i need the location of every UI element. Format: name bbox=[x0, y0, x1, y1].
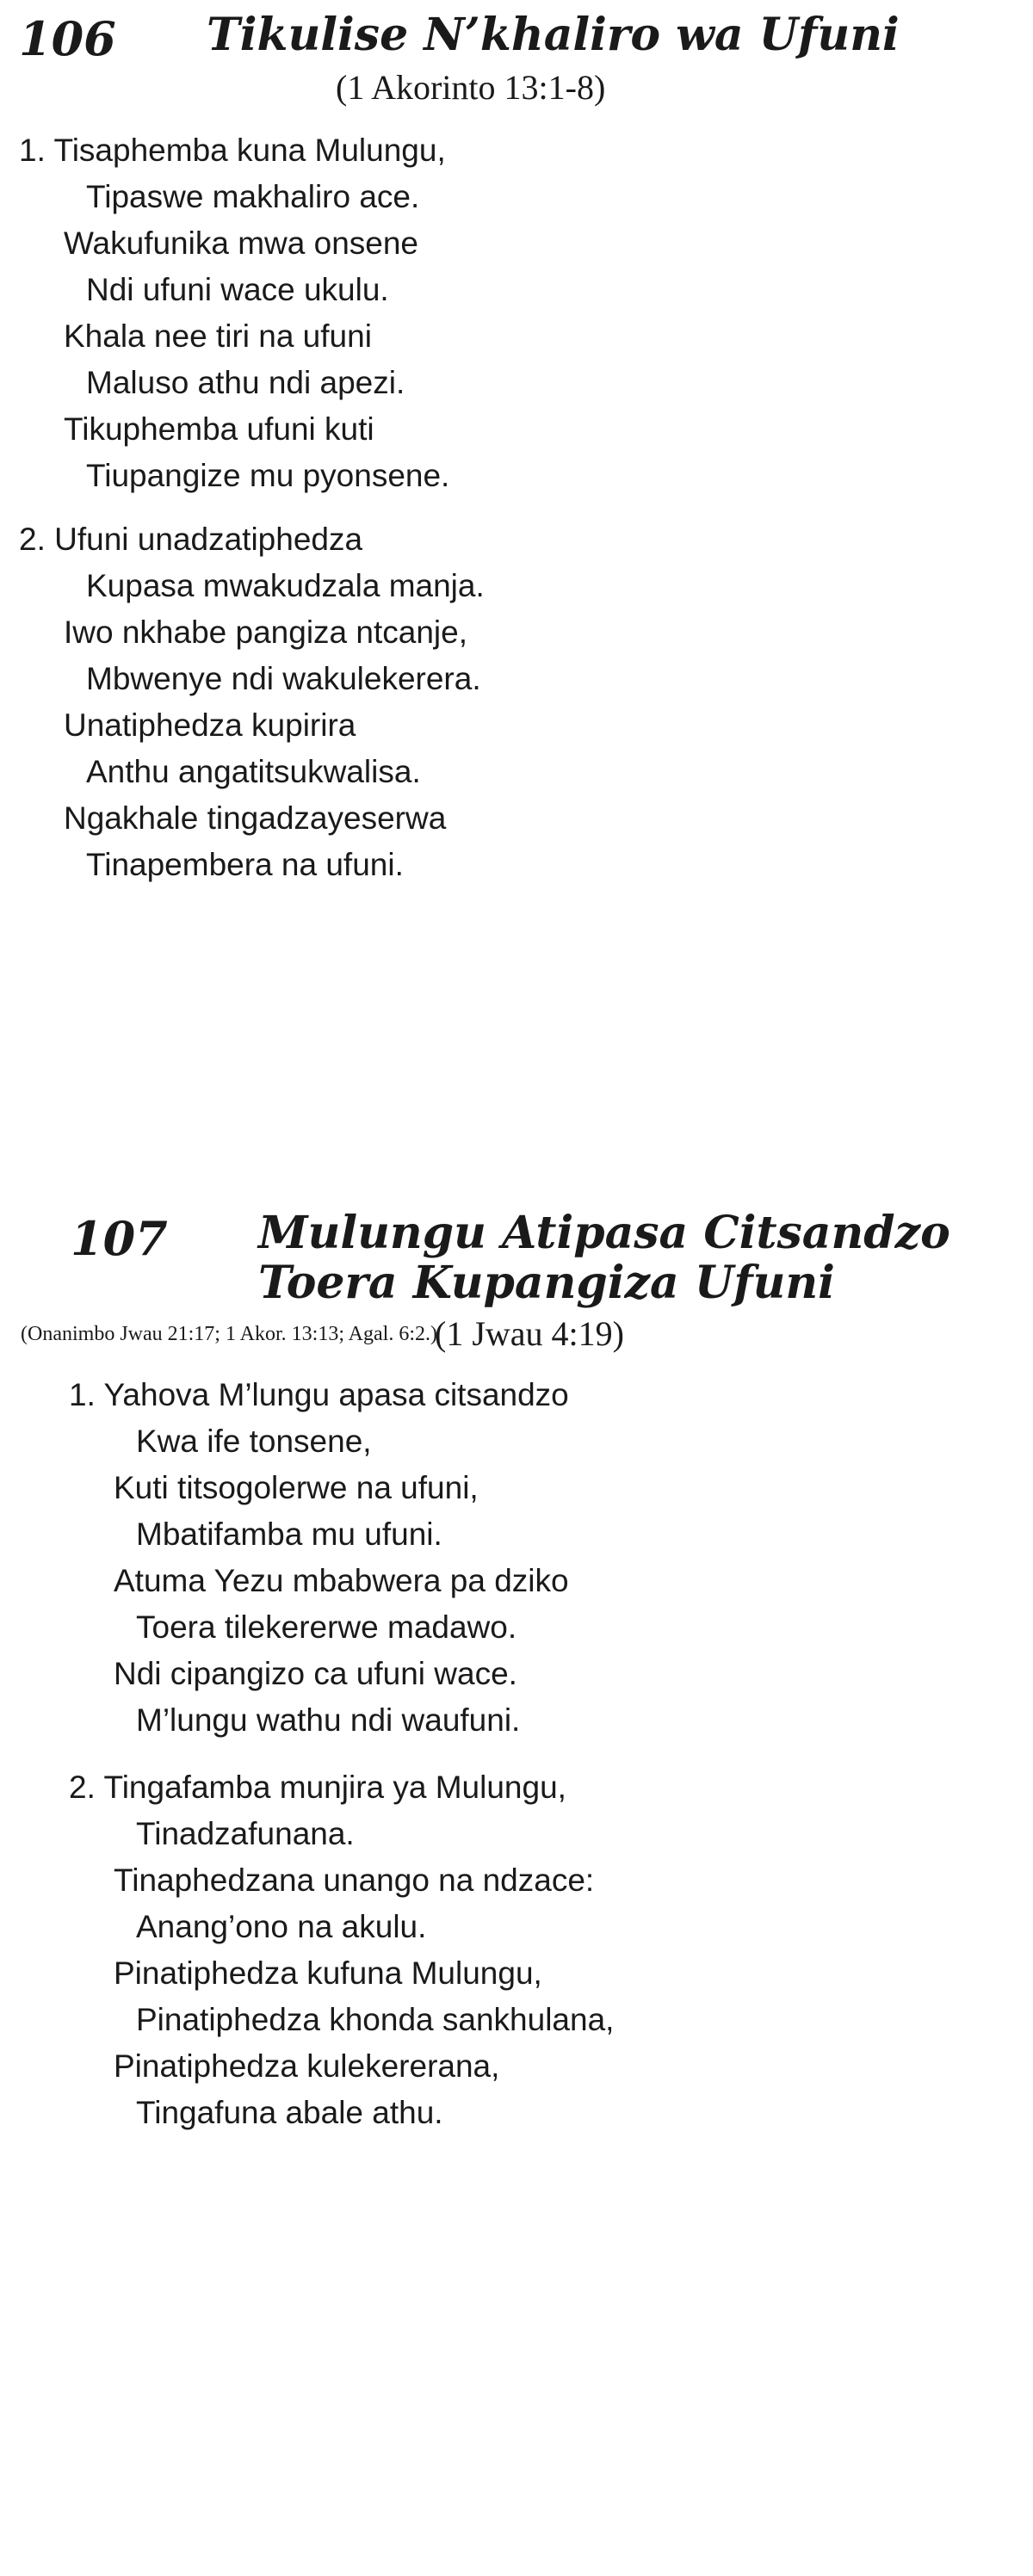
verse-line: Mbwenye ndi wakulekerera. bbox=[86, 661, 481, 696]
verse-line: Pinatiphedza kulekererana, bbox=[114, 2048, 500, 2084]
verse-line: Kuti titsogolerwe na ufuni, bbox=[114, 1470, 479, 1505]
verse-line: Khala nee tiri na ufuni bbox=[64, 318, 372, 354]
verse-line: Mbatifamba mu ufuni. bbox=[136, 1517, 442, 1552]
song-title-line: Mulungu Atipasa Citsandzo bbox=[258, 1207, 950, 1259]
verse-line: Tingafuna abale athu. bbox=[136, 2095, 443, 2130]
verse-line: 1. Yahova M’lungu apasa citsandzo bbox=[69, 1372, 569, 1418]
verse-line: Tiupangize mu pyonsene. bbox=[86, 458, 450, 493]
verse-line: Anang’ono na akulu. bbox=[136, 1909, 427, 1944]
verse-line: Tinapembera na ufuni. bbox=[86, 847, 404, 882]
song-title-line: Tikulise N’khaliro wa Ufuni bbox=[207, 9, 900, 61]
verse-line: Tinadzafunana. bbox=[136, 1816, 355, 1851]
verse-number: 2. bbox=[19, 522, 46, 557]
verse-line: Atuma Yezu mbabwera pa dziko bbox=[114, 1563, 569, 1598]
verse-line: Pinatiphedza khonda sankhulana, bbox=[136, 2002, 615, 2037]
verse-line: 2. Tingafamba munjira ya Mulungu, bbox=[69, 1764, 614, 1811]
verse-line: Kwa ife tonsene, bbox=[136, 1424, 372, 1459]
verse-line: Kupasa mwakudzala manja. bbox=[86, 568, 485, 603]
song-title-line: Toera Kupangiza Ufuni bbox=[258, 1257, 835, 1309]
verse-line: Iwo nkhabe pangiza ntcanje, bbox=[64, 615, 468, 650]
verse-line: Pinatiphedza kufuna Mulungu, bbox=[114, 1955, 542, 1991]
verse-line: Tipaswe makhaliro ace. bbox=[86, 179, 420, 214]
verse-line: M’lungu wathu ndi waufuni. bbox=[136, 1702, 521, 1738]
verse-line: Ndi cipangizo ca ufuni wace. bbox=[114, 1656, 517, 1691]
verse-line: Maluso athu ndi apezi. bbox=[86, 365, 405, 400]
verse-line: Ngakhale tingadzayeserwa bbox=[64, 800, 447, 836]
verse-2 bbox=[19, 516, 485, 888]
song-number: 106 bbox=[19, 11, 116, 66]
song-number: 107 bbox=[71, 1211, 168, 1266]
verse-line: Tinaphedzana unango na ndzace: bbox=[114, 1863, 595, 1898]
verse-1 bbox=[69, 1372, 569, 1744]
verse-line: Unatiphedza kupirira bbox=[64, 707, 356, 743]
song-title bbox=[207, 9, 900, 61]
verse-line: 2. Ufuni unadzatiphedza bbox=[19, 516, 485, 563]
verse-line: Anthu angatitsukwalisa. bbox=[86, 754, 421, 789]
verse-number: 1. bbox=[19, 133, 46, 168]
verse-1 bbox=[19, 127, 449, 499]
verse-line: Toera tilekererwe madawo. bbox=[136, 1609, 517, 1645]
scripture-reference: (1 Jwau 4:19) bbox=[435, 1314, 624, 1353]
verse-number: 1. bbox=[69, 1377, 96, 1412]
song-title bbox=[258, 1207, 950, 1309]
verse-line: Wakufunika mwa onsene bbox=[64, 225, 419, 261]
verse-number: 2. bbox=[69, 1770, 96, 1805]
verse-line: 1. Tisaphemba kuna Mulungu, bbox=[19, 127, 449, 174]
verse-2 bbox=[69, 1764, 614, 2136]
verse-line: Tikuphemba ufuni kuti bbox=[64, 411, 374, 447]
scripture-reference: (1 Akorinto 13:1-8) bbox=[336, 68, 606, 107]
verse-line: Ndi ufuni wace ukulu. bbox=[86, 272, 389, 307]
cross-reference-note: (Onanimbo Jwau 21:17; 1 Akor. 13:13; Agal. 6:2.) bbox=[21, 1323, 437, 1345]
